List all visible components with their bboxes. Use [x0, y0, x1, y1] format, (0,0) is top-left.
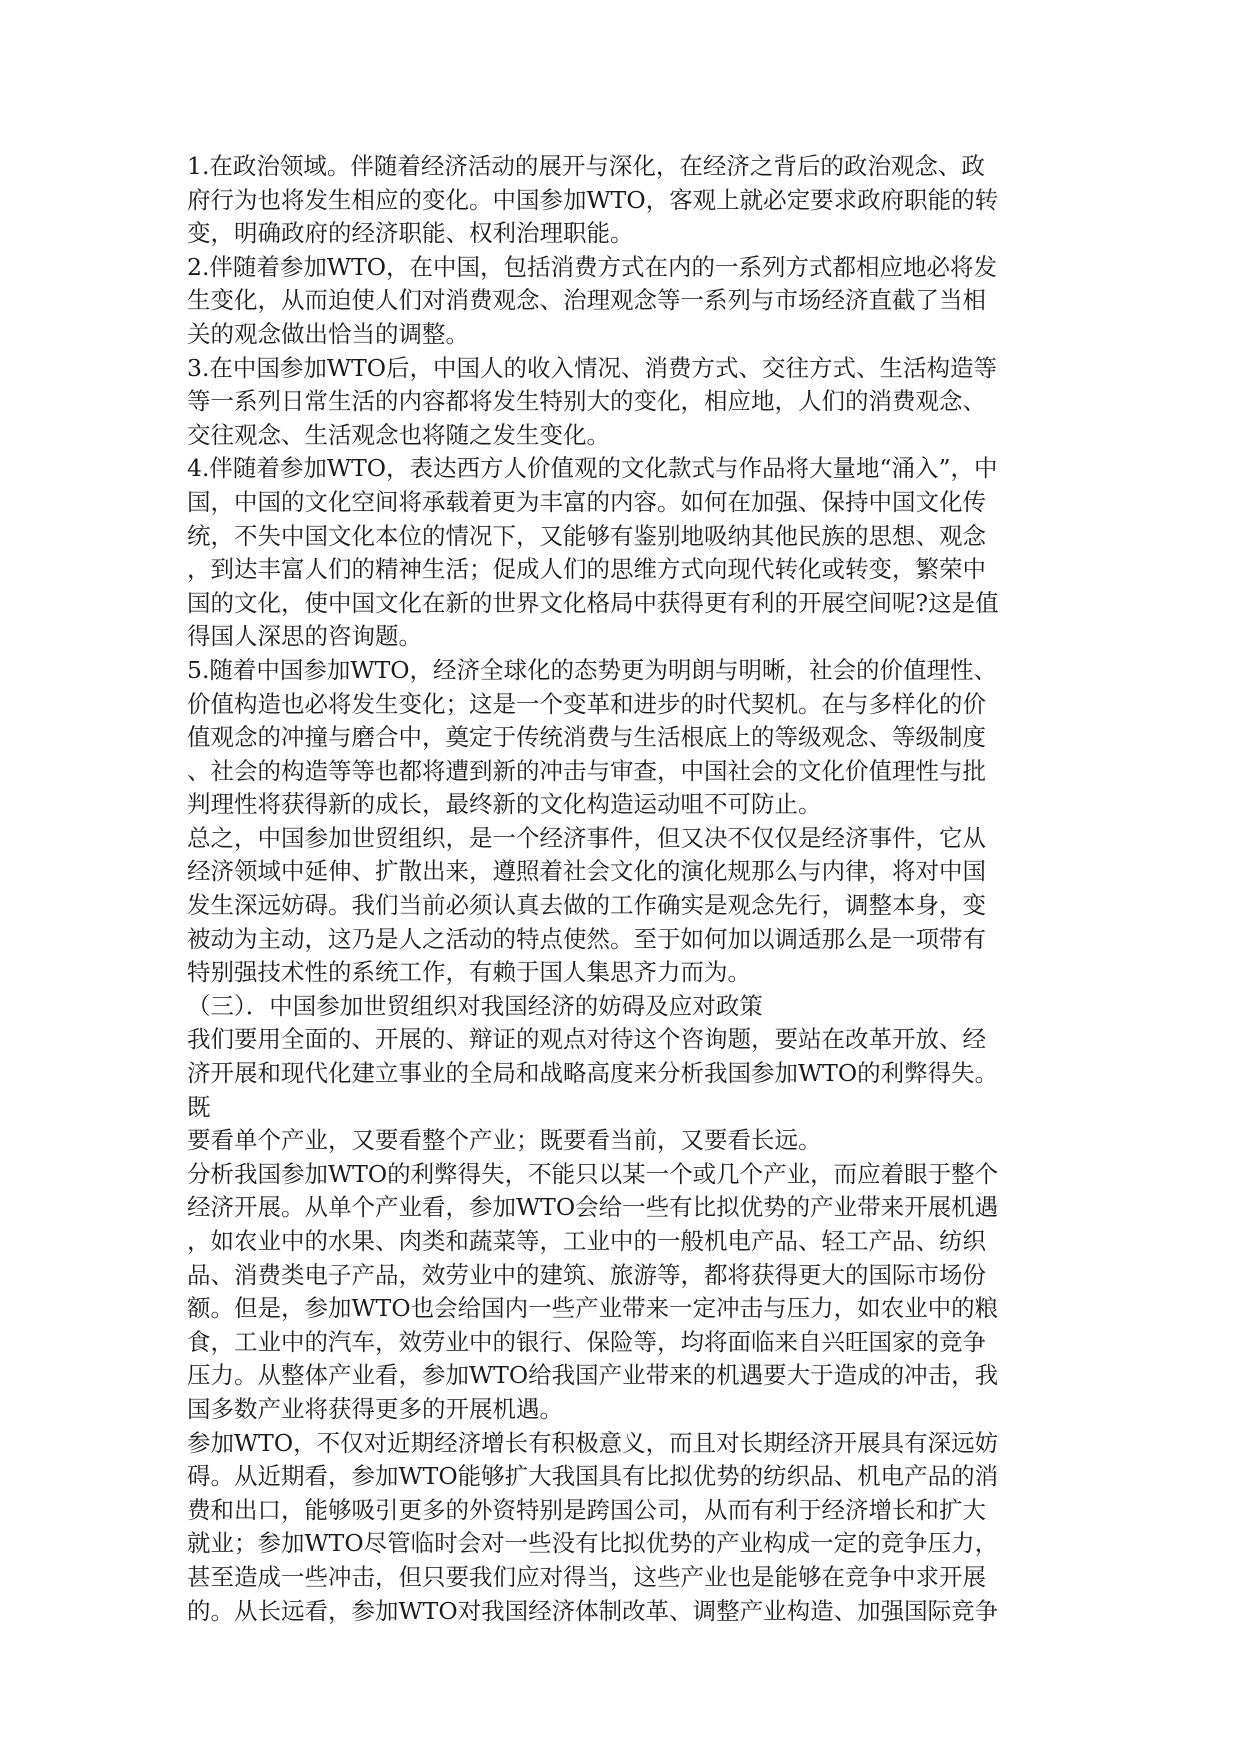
text-line: 5.随着中国参加WTO，经济全球化的态势更为明朗与明晰，社会的价值理性、 — [187, 655, 998, 684]
text-line: 的。从长远看，参加WTO对我国经济体制改革、调整产业构造、加强国际竞争 — [187, 1596, 999, 1625]
text-line: 国多数产业将获得更多的开展机遇。 — [187, 1394, 563, 1423]
text-line: 济开展和现代化建立事业的全局和战略高度来分析我国参加WTO的利弊得失。 — [187, 1059, 999, 1088]
text-line: 总之，中国参加世贸组织，是一个经济事件，但又决不仅仅是经济事件，它从 — [187, 823, 986, 852]
text-line: 我们要用全面的、开展的、辩证的观点对待这个咨询题，要站在改革开放、经 — [187, 1025, 986, 1054]
text-line: 经济开展。从单个产业看，参加WTO会给一些有比拟优势的产业带来开展机遇 — [187, 1193, 999, 1222]
text-line: ，如农业中的水果、肉类和蔬菜等，工业中的一般机电产品、轻工产品、纺织 — [187, 1227, 986, 1255]
text-line: 就业；参加WTO尽管临时会对一些没有比拟优势的产业构成一定的竞争压力， — [187, 1529, 999, 1558]
text-line: 2.伴随着参加WTO，在中国，包括消费方式在内的一系列方式都相应地必将发 — [187, 252, 998, 281]
text-line: 国，中国的文化空间将承载着更为丰富的内容。如何在加强、保持中国文化传 — [187, 487, 986, 516]
text-line: 得国人深思的咨询题。 — [187, 622, 422, 651]
text-line: 、社会的构造等等也都将遭到新的冲击与审查，中国社会的文化价值理性与批 — [187, 756, 986, 785]
text-line: 甚至造成一些冲击，但只要我们应对得当，这些产业也是能够在竞争中求开展 — [187, 1562, 986, 1591]
text-line: 价值构造也必将发生变化；这是一个变革和进步的时代契机。在与多样化的价 — [187, 689, 986, 718]
text-line: 3.在中国参加WTO后，中国人的收入情况、消费方式、交往方式、生活构造等 — [187, 353, 998, 382]
text-line: 统，不失中国文化本位的情况下，又能够有鉴别地吸纳其他民族的思想、观念 — [187, 521, 986, 550]
text-line: 发生深远妨碍。我们当前必须认真去做的工作确实是观念先行，调整本身，变 — [187, 891, 986, 920]
text-line: 等一系列日常生活的内容都将发生特别大的变化，相应地，人们的消费观念、 — [187, 387, 986, 416]
text-line: 食，工业中的汽车，效劳业中的银行、保险等，均将面临来自兴旺国家的竞争 — [187, 1327, 986, 1356]
text-line: 1.在政治领域。伴随着经济活动的展开与深化，在经济之背后的政治观念、政 — [187, 152, 985, 180]
text-line: 变，明确政府的经济职能、权利治理职能。 — [187, 219, 634, 248]
text-line: 生变化，从而迫使人们对消费观念、治理观念等一系列与市场经济直截了当相 — [187, 286, 986, 315]
text-line: 值观念的冲撞与磨合中，奠定于传统消费与生活根底上的等级观念、等级制度 — [187, 723, 986, 752]
text-line: 品、消费类电子产品，效劳业中的建筑、旅游等，都将获得更大的国际市场份 — [187, 1260, 986, 1289]
text-line: 额。但是，参加WTO也会给国内一些产业带来一定冲击与压力，如农业中的粮 — [187, 1294, 999, 1323]
text-line: 碍。从近期看，参加WTO能够扩大我国具有比拟优势的纺织品、机电产品的消 — [187, 1462, 999, 1491]
text-line: 4.伴随着参加WTO，表达西方人价值观的文化款式与作品将大量地“涌入”，中 — [187, 454, 998, 483]
text-line: 判理性将获得新的成长，最终新的文化构造运动咀不可防止。 — [187, 790, 822, 819]
text-line: 压力。从整体产业看，参加WTO给我国产业带来的机遇要大于造成的冲击，我 — [187, 1361, 999, 1390]
text-line: 被动为主动，这乃是人之活动的特点使然。至于如何加以调适那么是一项带有 — [187, 924, 986, 953]
text-line: 费和出口，能够吸引更多的外资特别是跨国公司，从而有利于经济增长和扩大 — [187, 1495, 986, 1524]
text-line: 交往观念、生活观念也将随之发生变化。 — [187, 420, 610, 449]
text-line: 府行为也将发生相应的变化。中国参加WTO，客观上就必定要求政府职能的转 — [187, 185, 999, 214]
text-line: 特别强技术性的系统工作，有赖于国人集思齐力而为。 — [187, 958, 751, 987]
text-line: 关的观念做出恰当的调整。 — [187, 319, 469, 348]
text-line: 参加WTO，不仅对近期经济增长有积极意义，而且对长期经济开展具有深远妨 — [187, 1428, 999, 1457]
text-line: 分析我国参加WTO的利弊得失，不能只以某一个或几个产业，而应着眼于整个 — [187, 1159, 999, 1188]
text-line: 经济领域中延伸、扩散出来，遵照着社会文化的演化规那么与内律，将对中国 — [187, 857, 986, 886]
text-line: 国的文化，使中国文化在新的世界文化格局中获得更有利的开展空间呢?这是值 — [187, 588, 999, 617]
text-line: 既 — [187, 1092, 211, 1121]
text-line: 要看单个产业，又要看整个产业；既要看当前，又要看长远。 — [187, 1126, 822, 1155]
text-line: （三）．中国参加世贸组织对我国经济的妨碍及应对政策 — [187, 991, 763, 1020]
text-line: ，到达丰富人们的精神生活；促成人们的思维方式向现代转化或转变，繁荣中 — [187, 555, 986, 584]
document-body-text — [187, 150, 1057, 1628]
